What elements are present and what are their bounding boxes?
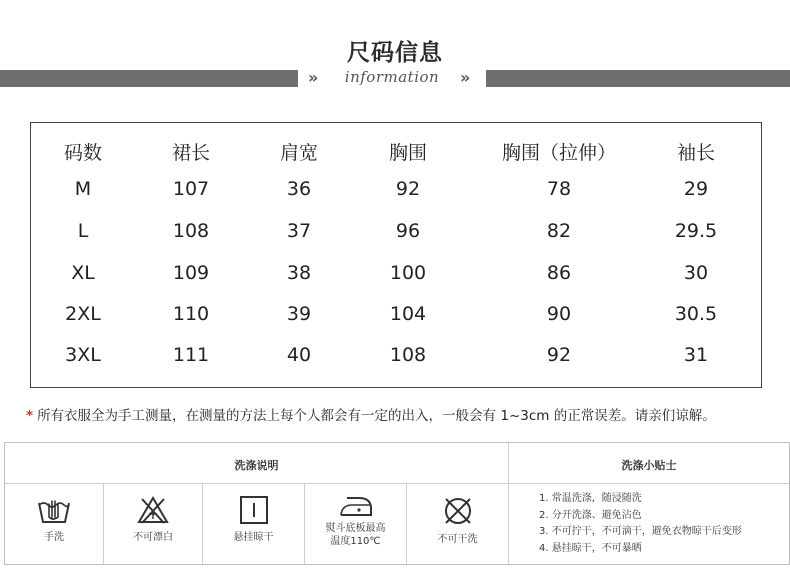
size-label-cell: M — [74, 178, 92, 200]
hang-dry-icon — [239, 495, 269, 525]
size-table-cell: 38 — [286, 262, 312, 284]
header-band-left — [0, 70, 298, 87]
no-dry-clean-icon — [442, 495, 474, 527]
care-label: 悬挂晾干 — [233, 532, 274, 543]
measurement-note — [26, 404, 716, 424]
size-label-cell: L — [77, 220, 89, 242]
size-table-header: 袖长 — [676, 142, 715, 164]
size-table-cell: 108 — [172, 220, 210, 242]
size-table-cell: 110 — [172, 303, 210, 325]
size-table-cell: 108 — [389, 344, 427, 366]
size-table-cell: 39 — [286, 303, 312, 325]
size-table-cell: 96 — [395, 220, 421, 242]
care-label: 不可干洗 — [437, 534, 478, 545]
care-item-hand-wash — [5, 483, 103, 565]
chevron-right-icon: » — [308, 68, 319, 87]
care-label: 不可漂白 — [133, 532, 173, 543]
size-table-header: 码数 — [63, 142, 102, 164]
size-table-cell: 31 — [683, 344, 709, 366]
hand-wash-icon — [36, 495, 72, 525]
size-table-cell: 37 — [286, 220, 312, 242]
size-table-cell: 29.5 — [674, 220, 718, 242]
size-table-cell: 107 — [172, 178, 210, 200]
care-tip-item: 3. 不可拧干，不可滴干，避免衣物晾干后变形 — [539, 526, 742, 537]
note-marker: * — [26, 408, 34, 424]
care-label-2: 温度110℃ — [330, 536, 381, 547]
size-table-cell: 92 — [395, 178, 421, 200]
size-table-cell: 82 — [546, 220, 572, 242]
care-item-hang-dry — [203, 483, 304, 565]
size-table — [30, 122, 762, 388]
care-title-right: 洗涤小贴士 — [621, 459, 677, 472]
care-item-iron — [305, 483, 406, 565]
size-table-cell: 36 — [286, 178, 312, 200]
care-tip-item: 2. 分开洗涤、避免沾色 — [539, 509, 642, 521]
size-table-cell: 30.5 — [674, 303, 718, 325]
size-table-header: 肩宽 — [279, 142, 318, 164]
size-table-cell: 29 — [683, 178, 709, 200]
chevron-right-icon: » — [460, 68, 471, 87]
size-table-header: 胸围 — [388, 142, 427, 164]
note-text: 所有衣服全为手工测量，在测量的方法上每个人都会有一定的出入，一般会有 1~3cm 的正常误差。请亲们谅解。 — [37, 408, 716, 424]
care-tip-item: 1. 常温洗涤，随浸随洗 — [539, 493, 642, 504]
size-table-cell: 90 — [546, 303, 572, 325]
size-label-cell: 2XL — [65, 303, 101, 325]
size-table-cell: 78 — [546, 178, 572, 200]
size-label-cell: XL — [71, 262, 95, 284]
size-table-cell: 40 — [286, 344, 312, 366]
size-label-cell: 3XL — [65, 344, 101, 366]
care-tips — [539, 491, 742, 557]
header-band-right — [486, 70, 790, 87]
size-table-cell: 111 — [172, 344, 210, 366]
size-table-cell: 86 — [546, 262, 572, 284]
care-label: 手洗 — [44, 532, 64, 543]
header-subtitle: information — [344, 68, 440, 86]
size-table-header: 胸围（拉伸） — [501, 142, 616, 164]
size-table-cell: 100 — [389, 262, 427, 284]
care-item-no-dry-clean — [407, 483, 508, 565]
iron-icon — [337, 493, 375, 519]
no-bleach-icon — [136, 495, 170, 525]
size-table-cell: 92 — [546, 344, 572, 366]
care-item-no-bleach — [104, 483, 202, 565]
size-table-cell: 30 — [683, 262, 709, 284]
size-table-cell: 104 — [389, 303, 427, 325]
size-table-header: 裙长 — [171, 142, 210, 164]
care-tip-item: 4. 悬挂晾干，不可暴晒 — [539, 542, 642, 554]
size-table-cell: 109 — [172, 262, 210, 284]
care-instructions-box — [4, 442, 790, 565]
care-label: 熨斗底板最高 — [325, 523, 386, 534]
care-title-left: 洗涤说明 — [234, 459, 279, 472]
page-title: 尺码信息 — [347, 40, 443, 66]
